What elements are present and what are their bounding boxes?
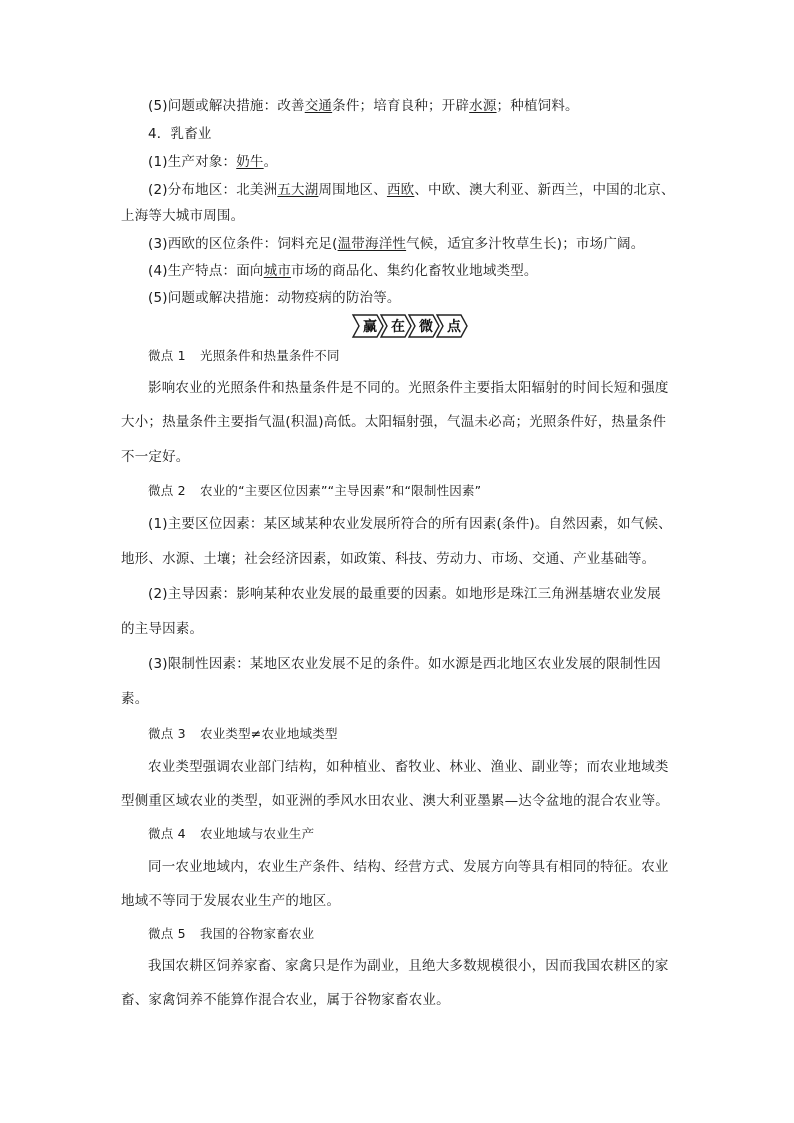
point-heading [148, 725, 338, 743]
point-number: 微点 2 [148, 483, 186, 498]
banner-char: 赢 [363, 319, 377, 335]
paragraph-line: 影响农业的光照条件和热量条件是不同的。光照条件主要指太阳辐射的时间长短和强度 [148, 380, 669, 396]
paragraph-line: 畜、家禽饲养不能算作混合农业，属于谷物家畜农业。 [121, 992, 450, 1008]
underlined-answer: 城市 [263, 263, 292, 279]
section-banner [351, 313, 471, 339]
text-span: (4)生产特点：面向 [148, 263, 264, 279]
banner-char: 点 [447, 319, 461, 335]
underlined-answer: 温带海洋性 [337, 236, 407, 252]
banner-char: 微 [419, 319, 433, 335]
production-features-line [148, 262, 538, 280]
point-heading [148, 347, 340, 365]
text-span: 。 [263, 154, 278, 170]
location-conditions-line [148, 235, 644, 253]
paragraph-line: (3)限制性因素：某地区农业发展不足的条件。如水源是西北地区农业发展的限制性因 [148, 656, 661, 672]
point-number: 微点 4 [148, 826, 186, 841]
point-title: 农业的“主要区位因素”“主导因素”和“限制性因素” [200, 483, 482, 498]
text-span: (3)西欧的区位条件：饲料充足( [148, 236, 338, 252]
paragraph-line: 大小；热量条件主要指气温(积温)高低。太阳辐射强，气温未必高；光照条件好，热量条件 [121, 414, 667, 430]
banner-char: 在 [391, 319, 405, 335]
point-number: 微点 5 [148, 926, 186, 941]
text-span: (5)问题或解决措施：改善 [148, 98, 305, 114]
text-span: (1)生产对象： [148, 154, 237, 170]
distribution-line-cont: 上海等大城市周围。 [121, 208, 245, 224]
text-span: 周围地区、 [318, 182, 387, 198]
text-span: 气候，适宜多汁牧草生长)；市场广阔。 [406, 236, 645, 252]
point-number: 微点 1 [148, 348, 186, 363]
paragraph-line: 型侧重区域农业的类型，如亚洲的季风水田农业、澳大利亚墨累—达令盆地的混合农业等。 [121, 793, 669, 809]
point-title: 我国的谷物家畜农业 [200, 926, 315, 941]
paragraph-line: (2)主导因素：影响某种农业发展的最重要的因素。如地形是珠江三角洲基塘农业发展 [148, 586, 661, 602]
paragraph-line: (1)主要区位因素：某区域某种农业发展所符合的所有因素(条件)。自然因素，如气候、 [148, 516, 672, 532]
point-title: 农业地域与农业生产 [200, 826, 315, 841]
text-span: 市场的商品化、集约化畜牧业地域类型。 [291, 263, 538, 279]
paragraph-line: 同一农业地域内，农业生产条件、结构、经营方式、发展方向等具有相同的特征。农业 [148, 859, 669, 875]
underlined-answer: 西欧 [386, 182, 415, 198]
underlined-answer: 水源 [469, 98, 497, 114]
point-heading [148, 482, 481, 500]
point-heading [148, 825, 314, 843]
section-heading-dairy: 4．乳畜业 [148, 126, 212, 142]
paragraph-line: 素。 [121, 691, 149, 707]
paragraph-line: 不一定好。 [121, 449, 190, 465]
underlined-answer: 五大湖 [277, 182, 319, 198]
problem-solution-line-2: (5)问题或解决措施：动物疫病的防治等。 [148, 290, 401, 306]
point-number: 微点 3 [148, 726, 186, 741]
point-title: 农业类型≠农业地域类型 [200, 726, 338, 741]
point-heading [148, 925, 314, 943]
underlined-answer: 奶牛 [236, 154, 264, 170]
paragraph-line: 地形、水源、土壤；社会经济因素，如政策、科技、劳动力、市场、交通、产业基础等。 [121, 551, 656, 567]
distribution-line [148, 181, 675, 199]
paragraph-line: 我国农耕区饲养家畜、家禽只是作为副业，且绝大多数规模很小，因而我国农耕区的家 [148, 958, 669, 974]
text-span: ；种植饲料。 [496, 98, 579, 114]
text-span: 、中欧、澳大利亚、新西兰，中国的北京、 [414, 182, 675, 198]
paragraph-line: 地域不等同于发展农业生产的地区。 [121, 893, 341, 909]
paragraph-line: 农业类型强调农业部门结构，如种植业、畜牧业、林业、渔业、副业等；而农业地域类 [148, 759, 669, 775]
production-object-line [148, 153, 277, 171]
paragraph-line: 的主导因素。 [121, 621, 204, 637]
text-span: 条件；培育良种；开辟 [332, 98, 470, 114]
point-title: 光照条件和热量条件不同 [200, 348, 340, 363]
text-span: (2)分布地区：北美洲 [148, 182, 278, 198]
problem-solution-line [148, 97, 579, 115]
underlined-answer: 交通 [304, 98, 333, 114]
